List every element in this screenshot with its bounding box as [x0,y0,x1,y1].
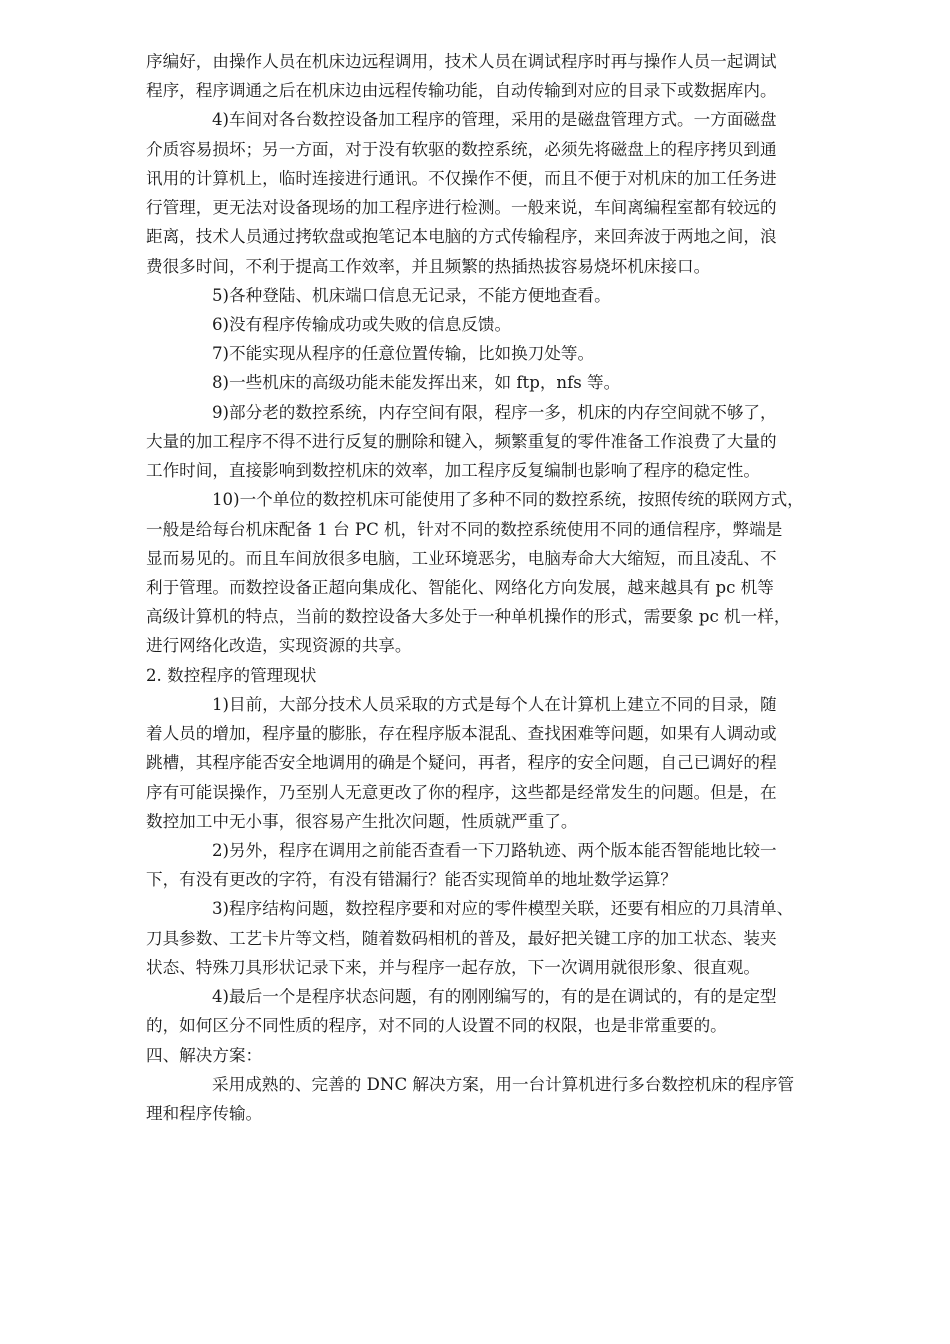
text-line: 6)没有程序传输成功或失败的信息反馈。 [212,315,512,334]
text-line: 下，有没有更改的字符，有没有错漏行？能否实现简单的地址数学运算？ [146,870,677,890]
text-line: 程序，程序调通之后在机床边由远程传输功能，自动传输到对应的目录下或数据库内。 [146,81,777,101]
text-line: 高级计算机的特点，当前的数控设备大多处于一种单机操作的形式，需要象 pc 机一样， [146,607,791,627]
text-line: 2. 数控程序的管理现状 [146,665,317,685]
text-line: 刀具参数、工艺卡片等文档，随着数码相机的普及，最好把关键工序的加工状态、装夹 [146,928,777,948]
text-line: 进行网络化改造，实现资源的共享。 [146,636,412,656]
text-line: 一般是给每台机床配备 1 台 PC 机，针对不同的数控系统使用不同的通信程序，弊端是 [146,519,783,539]
text-line: 4)车间对各台数控设备加工程序的管理，采用的是磁盘管理方式。一方面磁盘 [212,110,777,130]
text-line: 9)部分老的数控系统，内存空间有限，程序一多，机床的内存空间就不够了， [212,402,777,422]
text-line: 费很多时间，不利于提高工作效率，并且频繁的热插热拔容易烧坏机床接口。 [146,256,711,276]
text-line: 利于管理。而数控设备正超向集成化、智能化、网络化方向发展，越来越具有 pc 机等 [146,578,774,597]
text-line: 工作时间，直接影响到数控机床的效率，加工程序反复编制也影响了程序的稳定性。 [146,461,760,481]
text-line: 4)最后一个是程序状态问题，有的刚刚编写的，有的是在调试的，有的是定型 [212,987,777,1006]
text-line: 跳槽，其程序能否安全地调用的确是个疑问，再者，程序的安全问题，自己已调好的程 [146,753,777,773]
text-line: 状态、特殊刀具形状记录下来，并与程序一起存放，下一次调用就很形象、很直观。 [146,957,760,977]
text-line: 数控加工中无小事，很容易产生批次问题，性质就严重了。 [146,811,578,831]
text-line: 10)一个单位的数控机床可能使用了多种不同的数控系统，按照传统的联网方式， [212,490,804,510]
text-line: 行管理，更无法对设备现场的加工程序进行检测。一般来说，车间离编程室都有较远的 [146,198,777,218]
text-line: 采用成熟的、完善的 DNC 解决方案，用一台计算机进行多台数控机床的程序管 [212,1074,795,1094]
text-line: 四、解决方案： [146,1045,263,1065]
text-line: 8)一些机床的高级功能未能发挥出来，如 ftp，nfs 等。 [212,373,621,393]
text-line: 理和程序传输。 [146,1103,263,1123]
text-line: 7)不能实现从程序的任意位置传输，比如换刀处等。 [212,344,595,364]
text-line: 1)目前，大部分技术人员采取的方式是每个人在计算机上建立不同的目录，随 [212,694,777,714]
text-line: 大量的加工程序不得不进行反复的删除和键入，频繁重复的零件准备工作浪费了大量的 [146,431,777,451]
text-line: 序编好，由操作人员在机床边远程调用，技术人员在调试程序时再与操作人员一起调试 [146,52,777,71]
text-line: 讯用的计算机上，临时连接进行通讯。不仅操作不便，而且不便于对机床的加工任务进 [146,168,777,188]
text-line: 5)各种登陆、机床端口信息无记录，不能方便地查看。 [212,285,611,305]
text-line: 距离，技术人员通过拷软盘或抱笔记本电脑的方式传输程序，来回奔波于两地之间，浪 [146,227,777,247]
text-line: 3)程序结构问题，数控程序要和对应的零件模型关联，还要有相应的刀具清单、 [212,899,794,919]
text-line: 2)另外，程序在调用之前能否查看一下刀路轨迹、两个版本能否智能地比较一 [212,840,777,860]
text-line: 显而易见的。而且车间放很多电脑，工业环境恶劣，电脑寿命大大缩短，而且凌乱、不 [146,548,777,568]
text-line: 介质容易损坏；另一方面，对于没有软驱的数控系统，必须先将磁盘上的程序拷贝到通 [146,139,777,159]
text-line: 序有可能误操作，乃至别人无意更改了你的程序，这些都是经常发生的问题。但是，在 [146,782,777,802]
text-line: 着人员的增加，程序量的膨胀，存在程序版本混乱、查找困难等问题，如果有人调动或 [146,724,777,744]
text-line: 的，如何区分不同性质的程序，对不同的人设置不同的权限，也是非常重要的。 [146,1016,727,1036]
